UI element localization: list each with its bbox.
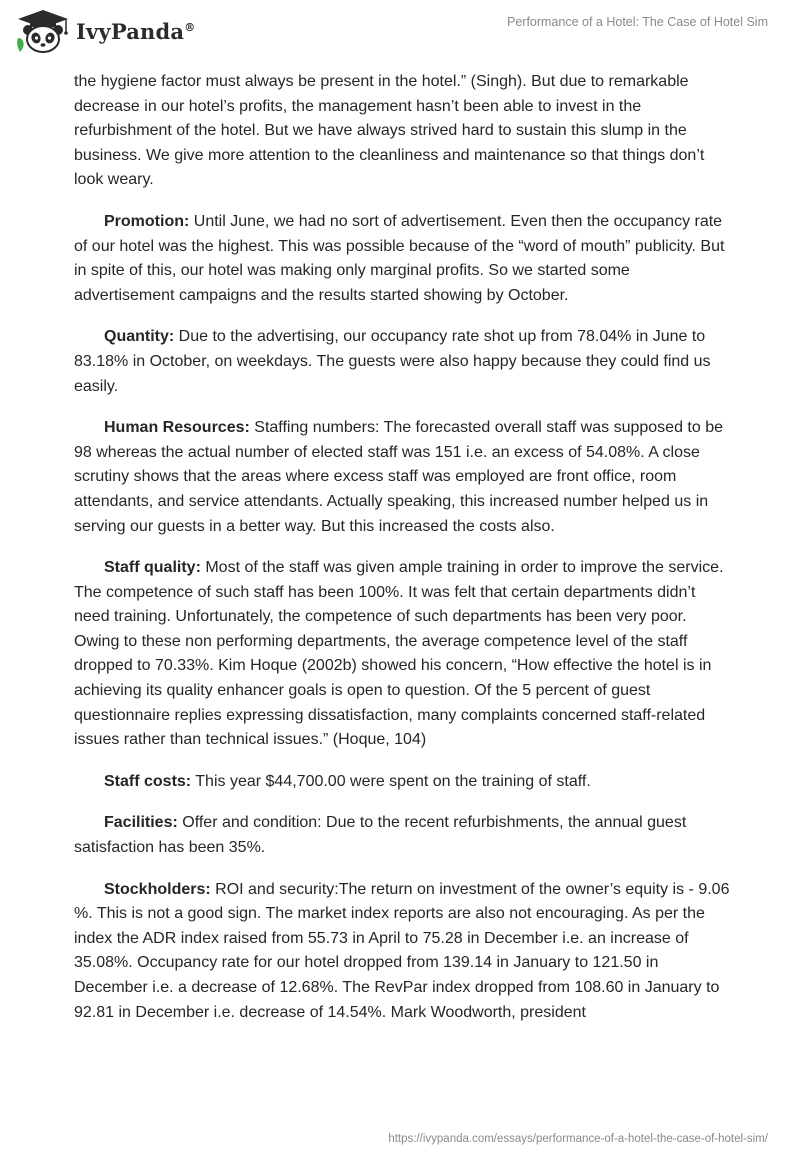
brand-name: IvyPanda® (76, 18, 196, 44)
paragraph-heading: Facilities: (104, 814, 178, 832)
paragraph-heading: Human Resources: (104, 419, 250, 437)
paragraph-heading: Staff quality: (104, 559, 201, 577)
page-header (0, 0, 800, 70)
paragraph-quantity: Quantity: Due to the advertising, our occupancy rate shot up from 78.04% in June to 83.18% in October, on weekdays. The guests were also happy because they could find us easily. (74, 328, 711, 395)
document-title: Performance of a Hotel: The Case of Hotel Sim (507, 15, 768, 29)
paragraph-heading: Staff costs: (104, 772, 192, 790)
paragraph-heading: Stockholders: (104, 880, 211, 898)
paragraph-stockholders: Stockholders: ROI and security:The return on investment of the owner’s equity is - 9.06 %. This is not a good sign. The market index reports are also not encouraging. As per the index the ADR index raised from 55.73 in April to 75.28 in December i.e. an increase of 35.08%. Occupancy rate for our hotel dropped from 139.14 in January to 121.50 in December i.e. a decrease of 12.68%. The RevPar index dropped from 108.60 in January to 92.81 in December i.e. decrease of 14.54%. Mark Woodworth, president (74, 880, 730, 1021)
panda-graduation-cap-icon (14, 8, 72, 54)
paragraph-staff-quality: Staff quality: Most of the staff was given ample training in order to improve the service. The competence of such staff has been 100%. It was felt that certain departments didn’t need training. Unfortunately, the competence of such departments has been very poor. Owing to these non performing departments, the average competence level of the staff dropped to 70.33%. Kim Hoque (2002b) showed his concern, “How effective the hotel is in achieving its quality enhancer goals is open to question. Of the 5 percent of guest questionnaire replies expressing dissatisfaction, many complaints concerned staff-related issues rather than technical issues.” (Hoque, 104) (74, 559, 724, 749)
paragraph-heading: Promotion: (104, 212, 190, 230)
source-url-link[interactable]: https://ivypanda.com/essays/performance-of-a-hotel-the-case-of-hotel-sim/ (388, 1133, 768, 1145)
paragraph-human-resources: Human Resources: Staffing numbers: The forecasted overall staff was supposed to be 98 whereas the actual number of elected staff was 151 i.e. an excess of 54.08%. A close scrutiny shows that the areas where excess staff was employed are front office, room attendants, and service attendants. Actually speaking, this increased number helped us in serving our guests in a better way. But this increased the costs also. (74, 419, 723, 535)
paragraph-continuation: the hygiene factor must always be present in the hotel.” (Singh). But due to remarkable decrease in our hotel’s profits, the management hasn’t been able to invest in the refurbishment of the hotel. But we have always strived hard to sustain this slump in the business. We give more attention to the cleanliness and maintenance so that things don’t look weary. (74, 73, 705, 189)
paragraph-staff-costs: Staff costs: This year $44,700.00 were spent on the training of staff. (104, 772, 591, 790)
essay-body (74, 70, 734, 1042)
paragraph-promotion: Promotion: Until June, we had no sort of advertisement. Even then the occupancy rate of our hotel was the highest. This was possible because of the “word of mouth” publicity. But in spite of this, our hotel was making only marginal profits. So we started some advertisement campaigns and the results started showing by October. (74, 212, 725, 304)
paragraph-facilities: Facilities: Offer and condition: Due to the recent refurbishments, the annual guest satisfaction has been 35%. (74, 814, 687, 857)
brand-logo[interactable] (14, 8, 195, 54)
paragraph-heading: Quantity: (104, 328, 175, 346)
